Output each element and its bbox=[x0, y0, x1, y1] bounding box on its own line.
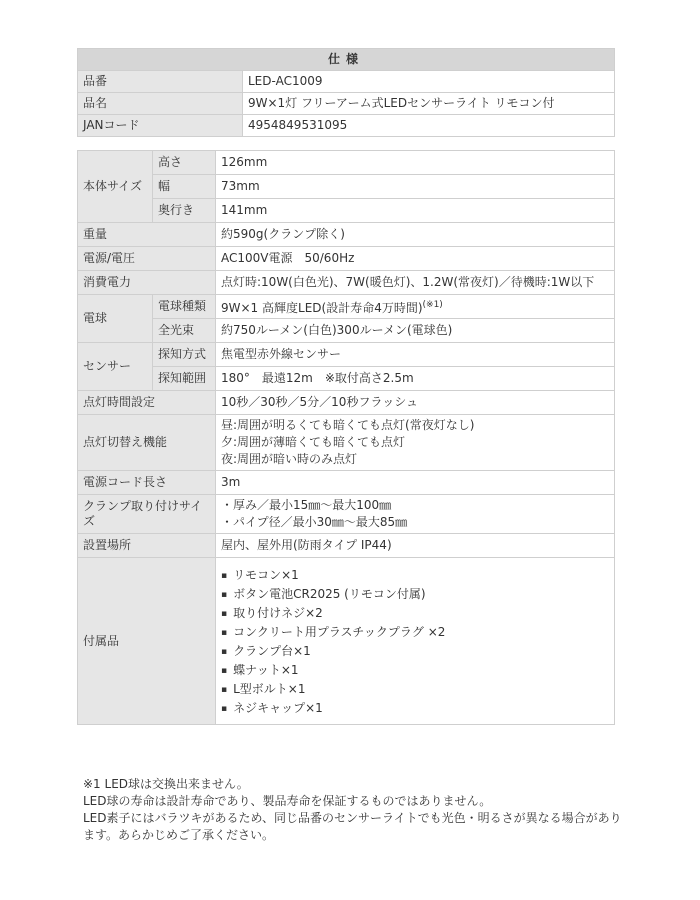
row-value: 4954849531095 bbox=[243, 115, 615, 137]
notes bbox=[83, 776, 623, 844]
row-value: LED-AC1009 bbox=[243, 71, 615, 93]
table-row bbox=[78, 558, 615, 725]
basic-info-table bbox=[77, 48, 615, 137]
table-row bbox=[78, 199, 615, 223]
list-item: ▪ L型ボルト×1 bbox=[221, 681, 609, 700]
row-value: 9W×1灯 フリーアーム式LEDセンサーライト リモコン付 bbox=[243, 93, 615, 115]
mode-line: 夕:周囲が薄暗くても暗くても点灯 bbox=[221, 435, 406, 449]
list-item: ▪ ネジキャップ×1 bbox=[221, 700, 609, 719]
weight-label: 重量 bbox=[78, 223, 216, 247]
table-row bbox=[78, 295, 615, 319]
power-label: 電源/電圧 bbox=[78, 247, 216, 271]
row-label: JANコード bbox=[78, 115, 243, 137]
accessories-label: 付属品 bbox=[78, 558, 216, 725]
table-row bbox=[78, 271, 615, 295]
clamp-value bbox=[216, 495, 615, 534]
list-item: ▪ クランプ台×1 bbox=[221, 643, 609, 662]
note-line: LED素子にはバラツキがあるため、同じ品番のセンサーライトでも光色・明るさが異なる場合があり bbox=[83, 811, 622, 825]
width-label: 幅 bbox=[153, 175, 216, 199]
consumption-label: 消費電力 bbox=[78, 271, 216, 295]
table-row bbox=[78, 415, 615, 471]
sensor-method-value: 焦電型赤外線センサー bbox=[216, 343, 615, 367]
row-label: 品名 bbox=[78, 93, 243, 115]
table-row bbox=[78, 471, 615, 495]
list-item: ▪ ボタン電池CR2025 (リモコン付属) bbox=[221, 586, 609, 605]
clamp-line: ・厚み／最小15㎜～最大100㎜ bbox=[221, 498, 392, 512]
mode-line: 昼:周囲が明るくても暗くても点灯(常夜灯なし) bbox=[221, 418, 475, 432]
depth-label: 奥行き bbox=[153, 199, 216, 223]
mode-label: 点灯切替え機能 bbox=[78, 415, 216, 471]
bulb-type-value: 9W×1 高輝度LED(設計寿命4万時間) bbox=[221, 300, 423, 315]
table-row bbox=[78, 343, 615, 367]
table-row bbox=[78, 115, 615, 137]
row-label: 品番 bbox=[78, 71, 243, 93]
sensor-range-value: 180° 最遠12m ※取付高さ2.5m bbox=[216, 367, 615, 391]
spec-header: 仕様 bbox=[78, 49, 615, 71]
timer-label: 点灯時間設定 bbox=[78, 391, 216, 415]
table-row bbox=[78, 319, 615, 343]
table-row bbox=[78, 93, 615, 115]
table-row bbox=[78, 367, 615, 391]
weight-value: 約590g(クランプ除く) bbox=[216, 223, 615, 247]
body-size-label: 本体サイズ bbox=[78, 151, 153, 223]
cord-label: 電源コード長さ bbox=[78, 471, 216, 495]
table-row bbox=[78, 151, 615, 175]
bulb-type-label: 電球種類 bbox=[153, 295, 216, 319]
table-row bbox=[78, 71, 615, 93]
accessories-value bbox=[216, 558, 615, 725]
note-line: ます。あらかじめご了承ください。 bbox=[83, 828, 275, 842]
list-item: ▪ コンクリート用プラスチックプラグ ×2 bbox=[221, 624, 609, 643]
note-line: ※1 LED球は交換出来ません。 bbox=[83, 777, 249, 791]
place-label: 設置場所 bbox=[78, 534, 216, 558]
mode-value bbox=[216, 415, 615, 471]
list-item: ▪ 蝶ナット×1 bbox=[221, 662, 609, 681]
bulb-type-cell bbox=[216, 295, 615, 319]
power-value: AC100V電源 50/60Hz bbox=[216, 247, 615, 271]
list-item: ▪ リモコン×1 bbox=[221, 567, 609, 586]
cord-value: 3m bbox=[216, 471, 615, 495]
place-value: 屋内、屋外用(防雨タイプ IP44) bbox=[216, 534, 615, 558]
table-row bbox=[78, 534, 615, 558]
footnote-ref: (※1) bbox=[422, 299, 443, 310]
table-row bbox=[78, 247, 615, 271]
width-value: 73mm bbox=[216, 175, 615, 199]
height-label: 高さ bbox=[153, 151, 216, 175]
flux-label: 全光束 bbox=[153, 319, 216, 343]
note-line: LED球の寿命は設計寿命であり、製品寿命を保証するものではありません。 bbox=[83, 794, 492, 808]
consumption-value: 点灯時:10W(白色光)、7W(暖色灯)、1.2W(常夜灯)／待機時:1W以下 bbox=[216, 271, 615, 295]
list-item: ▪ 取り付けネジ×2 bbox=[221, 605, 609, 624]
accessories-list bbox=[221, 567, 609, 719]
clamp-line: ・パイプ径／最小30㎜～最大85㎜ bbox=[221, 515, 408, 529]
depth-value: 141mm bbox=[216, 199, 615, 223]
table-row bbox=[78, 391, 615, 415]
timer-value: 10秒／30秒／5分／10秒フラッシュ bbox=[216, 391, 615, 415]
table-row bbox=[78, 495, 615, 534]
flux-value: 約750ルーメン(白色)300ルーメン(電球色) bbox=[216, 319, 615, 343]
bulb-label: 電球 bbox=[78, 295, 153, 343]
sensor-method-label: 探知方式 bbox=[153, 343, 216, 367]
table-row bbox=[78, 175, 615, 199]
clamp-label: クランプ取り付けサイズ bbox=[78, 495, 216, 534]
height-value: 126mm bbox=[216, 151, 615, 175]
sensor-range-label: 探知範囲 bbox=[153, 367, 216, 391]
spec-table bbox=[77, 150, 615, 725]
sensor-label: センサー bbox=[78, 343, 153, 391]
mode-line: 夜:周囲が暗い時のみ点灯 bbox=[221, 452, 358, 466]
table-row bbox=[78, 223, 615, 247]
